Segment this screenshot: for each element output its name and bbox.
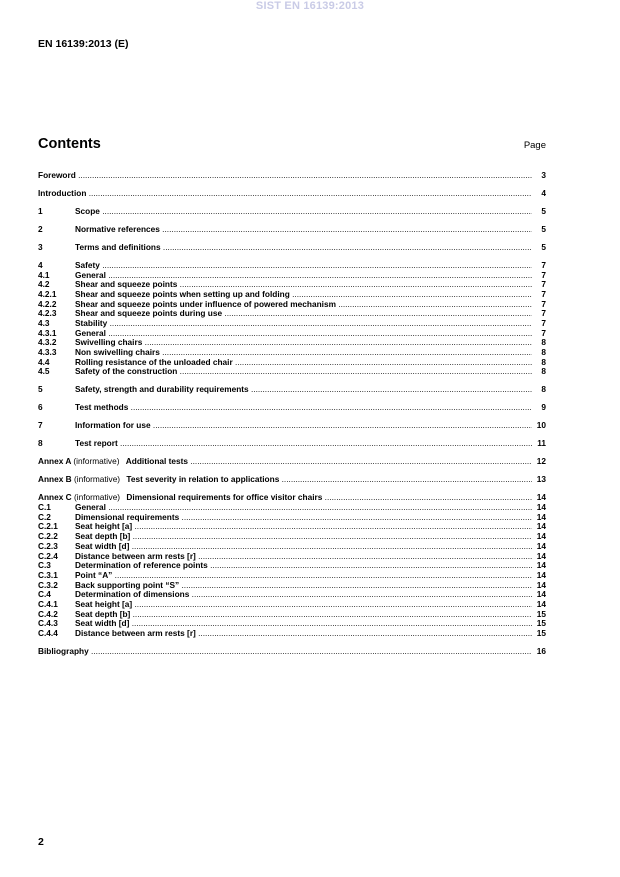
toc-entry-title: Seat height [a] xyxy=(75,599,133,609)
toc-entry-number: 2 xyxy=(38,224,43,234)
toc-entry-text xyxy=(75,329,532,339)
watermark: SIST EN 16139:2013 xyxy=(255,0,365,12)
toc-entry-page: 8 xyxy=(541,367,546,377)
toc-entry-text xyxy=(75,439,532,449)
toc-entry-title: Point “A” xyxy=(75,570,113,580)
toc-entry-title: Test report xyxy=(75,439,118,449)
toc-entry-number: C.4.1 xyxy=(38,599,58,609)
toc-entry[interactable] xyxy=(38,290,546,300)
toc-entry-number: 4.3.1 xyxy=(38,328,57,338)
toc-entry[interactable] xyxy=(38,225,546,235)
toc-entry-page: 7 xyxy=(541,328,546,338)
toc-entry-page: 7 xyxy=(541,319,546,329)
toc-entry[interactable] xyxy=(38,261,546,271)
toc-entry-title: Rolling resistance of the unloaded chair xyxy=(75,357,233,367)
contents-title: Contents xyxy=(38,136,101,152)
toc-entry-text xyxy=(38,189,532,199)
toc-entry-number: 7 xyxy=(38,421,43,431)
toc-entry-text xyxy=(75,561,532,571)
toc-entry-number: C.2.3 xyxy=(38,541,58,551)
toc-entry-page: 8 xyxy=(541,338,546,348)
toc-annex-title: Test severity in relation to applications xyxy=(126,475,280,485)
toc-entry-page: 16 xyxy=(536,646,546,656)
toc-entry-number: 4.2.1 xyxy=(38,289,57,299)
toc-entry-text xyxy=(75,552,532,562)
toc-entry-page: 5 xyxy=(541,242,546,252)
toc-entry[interactable] xyxy=(38,475,546,485)
toc-entry-number: C.3 xyxy=(38,561,51,571)
toc-entry-title: Seat width [d] xyxy=(75,619,130,629)
toc-entry[interactable] xyxy=(38,385,546,395)
toc-entry-number: C.1 xyxy=(38,503,51,513)
toc-entry-number: 4.4 xyxy=(38,357,50,367)
toc-entry-title: Safety, strength and durability requirements xyxy=(75,385,249,395)
toc-entry[interactable] xyxy=(38,271,546,281)
toc-entry-title: Information for use xyxy=(75,421,151,431)
toc-entry-page: 14 xyxy=(536,580,546,590)
toc-entry-number: 4.2.2 xyxy=(38,299,57,309)
toc-entry-page: 7 xyxy=(541,260,546,270)
toc-entry-text xyxy=(75,280,532,290)
toc-entry-page: 8 xyxy=(541,357,546,367)
page-column-heading: Page xyxy=(523,140,546,151)
toc-entry-text xyxy=(38,647,532,657)
toc-entry-page: 14 xyxy=(536,493,546,503)
toc-entry-text xyxy=(75,532,532,542)
toc-entry-text xyxy=(75,290,532,300)
toc-entry[interactable] xyxy=(38,403,546,413)
toc-entry-page: 11 xyxy=(537,439,546,449)
toc-entry-page: 14 xyxy=(536,522,546,532)
page-number: 2 xyxy=(38,836,44,848)
toc-entry-text xyxy=(75,503,532,513)
toc-entry[interactable] xyxy=(38,513,546,523)
toc-entry[interactable] xyxy=(38,300,546,310)
toc-entry[interactable] xyxy=(38,171,546,181)
toc-entry-title: Seat height [a] xyxy=(75,522,133,532)
toc-entry-title: Back supporting point “S” xyxy=(75,580,180,590)
toc-entry-text xyxy=(75,600,532,610)
toc-entry-title: Foreword xyxy=(38,171,76,180)
document-id: EN 16139:2013 (E) xyxy=(38,38,129,50)
toc-entry[interactable] xyxy=(38,329,546,339)
toc-entry-title: Seat width [d] xyxy=(75,541,130,551)
toc-entry[interactable] xyxy=(38,493,546,503)
toc-entry-text xyxy=(75,358,532,368)
toc-entry-text xyxy=(75,309,532,319)
toc-entry[interactable] xyxy=(38,522,546,532)
toc-entry-page: 8 xyxy=(541,385,546,395)
toc-entry[interactable] xyxy=(38,457,546,467)
toc-entry-text xyxy=(38,493,532,503)
toc-entry-text xyxy=(75,261,532,271)
toc-entry-number: C.3.2 xyxy=(38,580,58,590)
toc-entry-title: Safety xyxy=(75,260,100,270)
toc-entry-number: C.4.4 xyxy=(38,629,58,638)
toc-entry-number: C.2 xyxy=(38,512,51,522)
toc-entry[interactable] xyxy=(38,421,546,431)
toc-entry-number: 5 xyxy=(38,385,43,395)
toc-entry[interactable] xyxy=(38,503,546,513)
toc-entry[interactable] xyxy=(38,439,546,449)
toc-entry-text xyxy=(75,581,532,591)
toc-entry-page: 15 xyxy=(536,609,546,619)
toc-annex-label: Annex B xyxy=(38,475,72,485)
toc-entry[interactable] xyxy=(38,542,546,552)
toc-entry[interactable] xyxy=(38,319,546,329)
toc-entry-title: Determination of reference points xyxy=(75,561,208,571)
toc-entry-text xyxy=(75,225,532,235)
toc-entry[interactable] xyxy=(38,367,546,377)
toc-entry-text xyxy=(38,475,532,485)
toc-annex-label: Annex A xyxy=(38,457,72,467)
toc-entry-text xyxy=(75,403,532,413)
toc-entry-text xyxy=(75,513,532,523)
toc-entry-text xyxy=(75,571,532,581)
toc-annex-title: Additional tests xyxy=(125,457,189,467)
toc-entry-page: 14 xyxy=(536,532,546,542)
toc-entry-title: Shear and squeeze points xyxy=(75,280,178,290)
toc-annex-title: Dimensional requirements for office visitor chairs xyxy=(126,493,323,503)
toc-entry-text xyxy=(75,348,532,358)
toc-entry-number: 4.3.2 xyxy=(38,338,57,348)
toc-entry-page: 3 xyxy=(541,171,546,180)
toc-entry-title: Safety of the construction xyxy=(75,367,178,377)
toc-entry-page: 14 xyxy=(536,590,546,600)
toc-entry-number: C.2.1 xyxy=(38,522,58,532)
toc-entry-page: 10 xyxy=(536,421,546,431)
toc-entry-text xyxy=(75,367,532,377)
toc-entry-page: 7 xyxy=(541,270,546,280)
toc-entry-title: Distance between arm rests [r] xyxy=(75,629,196,638)
toc-entry-page: 7 xyxy=(541,309,546,319)
toc-entry-text xyxy=(75,300,532,310)
toc-entry-number: C.2.4 xyxy=(38,551,58,561)
toc-entry[interactable] xyxy=(38,647,546,657)
toc-entry-title: Determination of dimensions xyxy=(75,590,190,600)
toc-entry-text xyxy=(75,271,532,281)
toc-entry-number: 1 xyxy=(38,206,43,216)
toc-entry-title: Stability xyxy=(75,319,108,329)
toc-entry-number: 6 xyxy=(38,403,43,413)
toc-entry-title: Normative references xyxy=(75,224,160,234)
toc-entry-text xyxy=(75,629,532,639)
toc-entry-number: 4.2 xyxy=(38,280,50,290)
toc-entry-number: C.4.3 xyxy=(38,619,58,629)
toc-entry[interactable] xyxy=(38,338,546,348)
toc-entry-title: Shear and squeeze points under influence of powered mechanism xyxy=(75,299,336,309)
toc-entry-page: 14 xyxy=(536,551,546,561)
toc-entry[interactable] xyxy=(38,243,546,253)
toc-entry-text xyxy=(38,171,532,181)
toc-entry-title: Terms and definitions xyxy=(75,242,161,252)
toc-entry-page: 14 xyxy=(536,570,546,580)
toc-entry-page: 14 xyxy=(536,541,546,551)
toc-entry-title: General xyxy=(75,503,106,513)
toc-entry-number: 4.2.3 xyxy=(38,309,57,319)
toc-entry-page: 13 xyxy=(536,475,546,485)
toc-entry[interactable] xyxy=(38,600,546,610)
toc-entry-title: Distance between arm rests [r] xyxy=(75,551,196,561)
toc-entry-number: 4.3 xyxy=(38,319,50,329)
toc-entry-text xyxy=(75,590,532,600)
toc-entry[interactable] xyxy=(38,590,546,600)
toc-entry-number: 4.1 xyxy=(38,270,50,280)
toc-entry-page: 14 xyxy=(536,503,546,513)
table-of-contents xyxy=(38,171,546,657)
toc-entry-text xyxy=(75,610,532,620)
toc-entry-title: Bibliography xyxy=(38,646,89,656)
toc-entry[interactable] xyxy=(38,629,546,639)
toc-entry-title: General xyxy=(75,270,106,280)
toc-entry-number: 4.5 xyxy=(38,367,50,377)
toc-entry[interactable] xyxy=(38,348,546,358)
toc-entry-page: 14 xyxy=(536,512,546,522)
toc-entry[interactable] xyxy=(38,552,546,562)
toc-entry-title: Dimensional requirements xyxy=(75,512,180,522)
toc-entry[interactable] xyxy=(38,207,546,217)
toc-annex-note: (informative) xyxy=(73,457,120,467)
toc-entry-title: Seat depth [b] xyxy=(75,532,131,542)
toc-entry-number: C.2.2 xyxy=(38,532,58,542)
toc-entry-page: 5 xyxy=(541,206,546,216)
toc-entry-text xyxy=(75,338,532,348)
toc-entry-text xyxy=(75,522,532,532)
toc-entry[interactable] xyxy=(38,189,546,199)
toc-entry-number: 3 xyxy=(38,242,43,252)
toc-entry-number: 4.3.3 xyxy=(38,348,57,358)
toc-entry-page: 5 xyxy=(541,224,546,234)
toc-entry-page: 8 xyxy=(541,348,546,358)
toc-entry[interactable] xyxy=(38,619,546,629)
toc-entry[interactable] xyxy=(38,561,546,571)
toc-entry[interactable] xyxy=(38,610,546,620)
toc-entry-text xyxy=(75,421,532,431)
toc-entry-page: 14 xyxy=(536,561,546,571)
toc-entry-page: 12 xyxy=(536,457,546,467)
toc-entry[interactable] xyxy=(38,280,546,290)
toc-annex-note: (informative) xyxy=(73,493,121,503)
toc-entry-title: Introduction xyxy=(38,188,87,198)
toc-entry-number: C.4.2 xyxy=(38,609,58,619)
toc-entry-page: 7 xyxy=(541,299,546,309)
toc-entry-title: Non swivelling chairs xyxy=(75,348,160,358)
toc-entry-page: 14 xyxy=(536,599,546,609)
toc-entry[interactable] xyxy=(38,532,546,542)
toc-entry-text xyxy=(75,243,532,253)
toc-entry-text xyxy=(75,207,532,217)
toc-entry[interactable] xyxy=(38,309,546,319)
toc-entry-page: 7 xyxy=(541,289,546,299)
toc-entry-page: 15 xyxy=(536,629,546,638)
toc-entry[interactable] xyxy=(38,358,546,368)
toc-entry-page: 7 xyxy=(541,280,546,290)
toc-entry-page: 4 xyxy=(541,188,546,198)
toc-entry-title: Swivelling chairs xyxy=(75,338,143,348)
toc-entry-title: Scope xyxy=(75,206,100,216)
toc-entry-text xyxy=(75,542,532,552)
toc-entry-number: C.4 xyxy=(38,590,51,600)
toc-annex-note: (informative) xyxy=(73,475,121,485)
toc-entry-title: Shear and squeeze points during use xyxy=(75,309,223,319)
toc-entry-text xyxy=(75,619,532,629)
toc-entry-number: 8 xyxy=(38,439,43,449)
toc-entry[interactable] xyxy=(38,571,546,581)
toc-entry[interactable] xyxy=(38,581,546,591)
toc-entry-text xyxy=(38,457,532,467)
toc-annex-label: Annex C xyxy=(38,493,72,503)
toc-entry-title: Shear and squeeze points when setting up and folding xyxy=(75,289,290,299)
toc-entry-number: C.3.1 xyxy=(38,570,58,580)
toc-entry-title: Seat depth [b] xyxy=(75,609,131,619)
toc-entry-text xyxy=(75,319,532,329)
toc-entry-text xyxy=(75,385,532,395)
toc-entry-title: General xyxy=(75,328,106,338)
toc-entry-page: 9 xyxy=(541,403,546,413)
toc-entry-title: Test methods xyxy=(75,403,129,413)
toc-entry-number: 4 xyxy=(38,260,43,270)
toc-entry-page: 15 xyxy=(536,619,546,629)
